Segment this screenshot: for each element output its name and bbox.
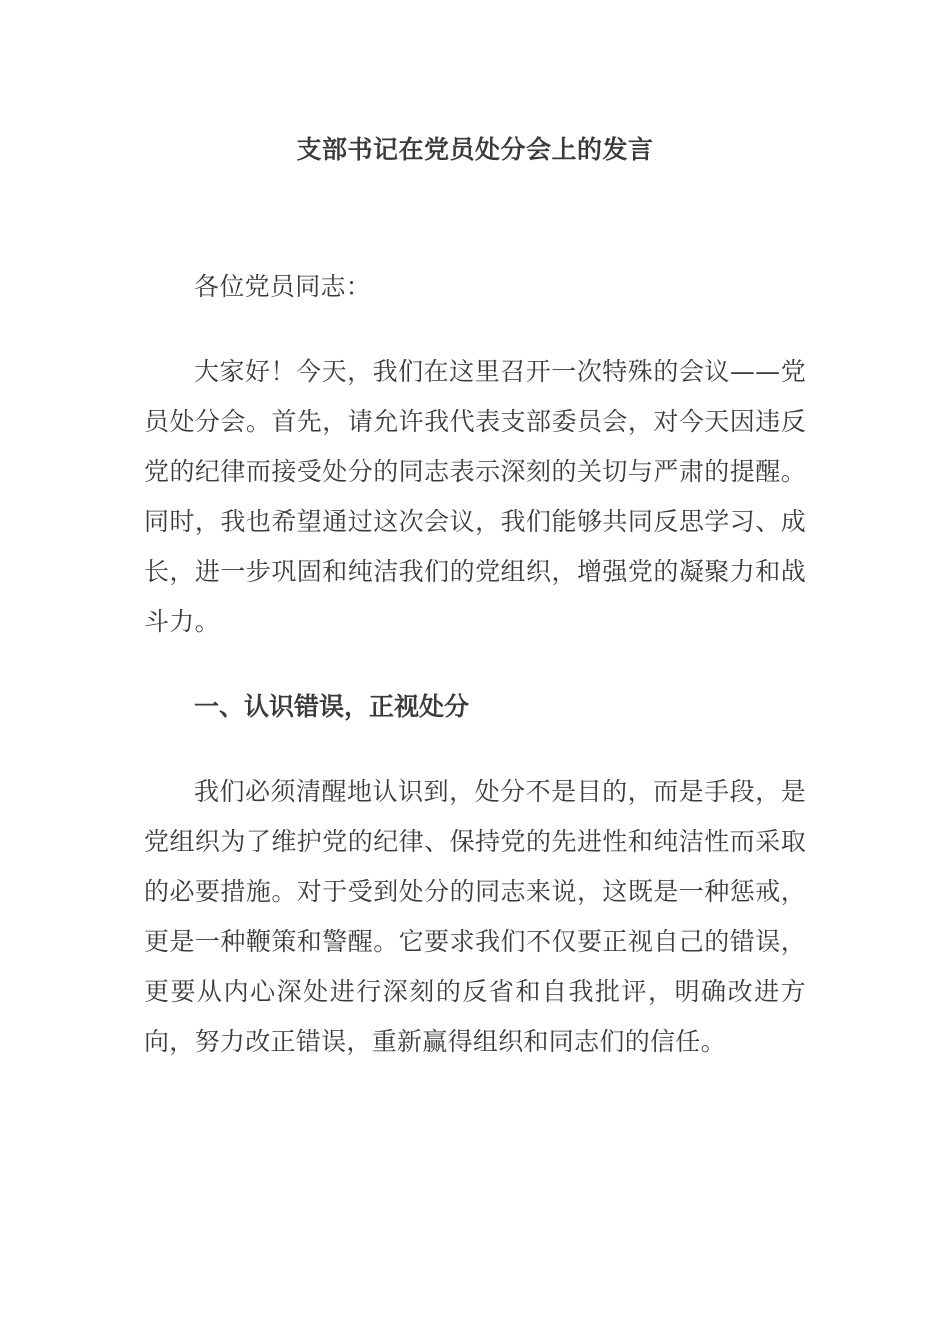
document-title: 支部书记在党员处分会上的发言 [296,135,654,164]
section-heading: 一、认识错误，正视处分 [194,692,470,721]
paragraph-body: 我们必须清醒地认识到，处分不是目的，而是手段，是党组织为了维护党的纪律、保持党的先进性和纯洁性而采取的必要措施。对于受到处分的同志来说，这既是一种惩戒，更是一种鞭策和警醒。它要求我们不仅要正视自己的错误，更要从内心深处进行深刻的反省和自我批评，明确改进方向，努力改正错误，重新赢得组织和同志们的信任。 [144,777,806,1056]
paragraph-opening: 大家好！今天，我们在这里召开一次特殊的会议——党员处分会。首先，请允许我代表支部委员会，对今天因违反党的纪律而接受处分的同志表示深刻的关切与严肃的提醒。同时，我也希望通过这次会议，我们能够共同反思学习、成长，进一步巩固和纯洁我们的党组织，增强党的凝聚力和战斗力。 [144,357,806,636]
salutation: 各位党员同志： [194,272,372,301]
